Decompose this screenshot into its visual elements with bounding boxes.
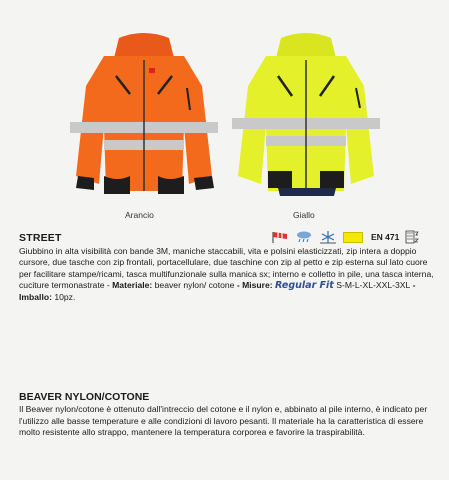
wind-sock-icon: [271, 230, 289, 244]
hi-vis-badge-icon: [343, 232, 363, 243]
certification-row: [271, 229, 419, 245]
section-description: [19, 404, 437, 439]
sizes-value: S-M-L-XL-XXL-3XL: [333, 280, 411, 291]
class-3-2-icon: [405, 230, 419, 244]
packing-label: Imballo:: [19, 291, 52, 302]
regular-fit-label: Regular Fit: [275, 280, 334, 292]
sizes-label: Misure:: [242, 280, 276, 291]
yellow-caption: Giallo: [293, 210, 315, 220]
yellow-jacket-image: [226, 26, 386, 206]
product-title: STREET: [19, 232, 62, 244]
sizes-prefix: -: [234, 280, 243, 291]
packing-prefix: -: [410, 280, 416, 291]
packing-value: 10pz.: [51, 291, 76, 302]
orange-caption: Arancio: [125, 210, 154, 220]
en-standard: EN 471: [371, 232, 400, 242]
description-text: Giubbino in alta visibilità con bande 3M, maniche staccabili, vita e polsini elasticizzati, zip intera a doppio cursore, due tasche con zip frontali, portacellulare, due taschine con zip al petto e zip esterna sul lato cuore per facilitare stampe/ricami, tasca multifunzionale sulla manica sx; interno e colletto in pile, una tasca interna, cuciture termonastrate -: [19, 246, 434, 291]
cold-icon: [319, 230, 337, 244]
material-value: beaver nylon/ cotone: [152, 280, 235, 291]
section-text: Il Beaver nylon/cotone è ottenuto dall'intreccio del cotone e il nylon e, abbinato al pile interno, è indicato per l'utilizzo alle basse temperature e alle condizioni di lavoro pesanti. Il materiale ha la caratteristica di essere molto resistente allo strappo, mantenere la temperatura corporea e favorire la traspirabilità.: [19, 404, 428, 438]
material-label: Materiale:: [112, 280, 153, 291]
product-description: [19, 246, 437, 303]
rain-icon: [295, 230, 313, 244]
orange-jacket-image: [64, 26, 224, 206]
section-title: BEAVER NYLON/COTONE: [19, 391, 150, 403]
